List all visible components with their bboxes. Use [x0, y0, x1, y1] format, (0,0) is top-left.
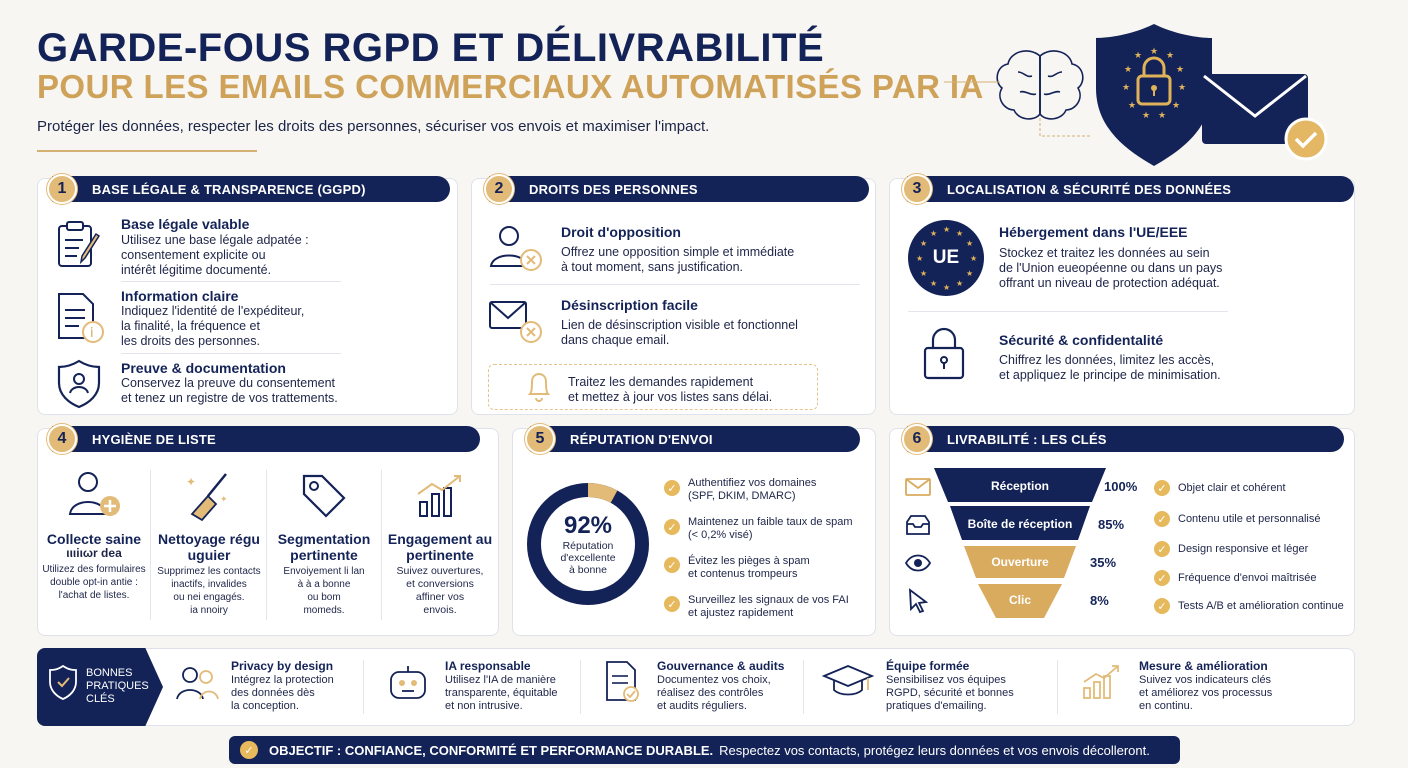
clipboard-pen-icon [55, 218, 105, 270]
text-line: Surveillez les signaux de vos FAI [688, 594, 849, 606]
item-security-title: Sécurité & confidentalité [999, 332, 1164, 348]
text-line: momeds. [303, 605, 345, 616]
funnel-pct: 100% [1104, 479, 1138, 494]
text-line: ou nei engagés. [173, 592, 245, 603]
text-line: Conservez la preuve du consentement [121, 376, 336, 390]
practice-title: Mesure & amélioration [1139, 659, 1268, 673]
text-line: à tout moment, sans justification. [561, 260, 744, 274]
item-unsubscribe-text [561, 318, 798, 348]
text-line: Intégrez la protection [231, 674, 334, 686]
text-line: de l'Union eueopéenne ou dans un pays [999, 261, 1223, 275]
funnel-label: Boîte de réception [967, 517, 1073, 531]
col-text [40, 563, 148, 602]
item-legal-basis-title: Base légale valable [121, 216, 250, 232]
document-info-icon [55, 290, 105, 344]
text-line: et audits réguliers. [657, 700, 747, 712]
goal-bold: OBJECTIF : CONFIANCE, CONFORMITÉ ET PERFORMANCE DURABLE. [269, 742, 714, 758]
gauge-caption [523, 540, 653, 576]
col-cleaning [153, 531, 265, 617]
bell-icon [524, 370, 554, 404]
svg-text:★: ★ [930, 279, 938, 288]
mail-icon [904, 476, 932, 498]
goal-check-icon: ✓ [240, 741, 258, 759]
practice-text [657, 674, 771, 713]
section-2-number: 2 [484, 174, 514, 204]
reputation-item [688, 555, 810, 581]
padlock-icon [921, 326, 967, 382]
text-line: en continu. [1139, 700, 1193, 712]
item-opposition-title: Droit d'opposition [561, 224, 681, 240]
svg-text:★: ★ [956, 229, 964, 238]
practice-text [886, 674, 1014, 713]
section-2-header [489, 176, 869, 202]
hero-illustration [940, 14, 1340, 174]
svg-text:★: ★ [1142, 111, 1151, 121]
item-opposition-text [561, 245, 794, 275]
text-line: ia nnoiry [190, 605, 228, 616]
text-line: Utilizez des formulaires [42, 564, 146, 575]
eu-shield-icon [1096, 24, 1212, 166]
text-line: Sensibilisez vos équipes [886, 674, 1006, 686]
col-segmentation [268, 531, 380, 617]
svg-text:✦: ✦ [186, 475, 197, 489]
divider [490, 284, 860, 285]
robot-icon [385, 662, 431, 704]
text-line: et ajustez rapidement [688, 607, 794, 619]
text-line: Chiffrez les données, limitez les accès, [999, 353, 1215, 367]
svg-text:★: ★ [1122, 83, 1131, 93]
item-proof-text [121, 376, 338, 406]
col-title: Segmentation [277, 531, 371, 547]
text-line: Maintenez un faible taux de spam [688, 516, 853, 528]
section-4-title: HYGIÈNE DE LISTE [92, 431, 216, 447]
text-line: Indiquez l'identité de l'expéditeur, [121, 304, 305, 318]
column-divider [381, 470, 382, 620]
key-item: Fréquence d'envoi maîtrisée [1178, 572, 1317, 584]
text-line: l'achat de listes. [58, 590, 130, 601]
item-legal-basis-text [121, 233, 309, 278]
cursor-icon [906, 588, 932, 614]
section-1-number: 1 [47, 174, 77, 204]
col-title-line2: uguier [187, 547, 231, 563]
svg-text:★: ★ [966, 239, 974, 248]
subtitle: Protéger les données, respecter les droits des personnes, sécuriser vos envois et maximiser l'impact. [37, 118, 710, 135]
text-line: la finalité, la fréquence et [121, 319, 260, 333]
practice-title: Privacy by design [231, 659, 334, 673]
text-line: et contenus trompeurs [688, 568, 798, 580]
text-line: Traitez les demandes rapidement [568, 375, 754, 389]
key-item: Contenu utile et personnalisé [1178, 513, 1321, 525]
text-line: Documentez vos choix, [657, 674, 771, 686]
key-item: Design responsive et léger [1178, 543, 1309, 555]
funnel-pct: 85% [1098, 517, 1125, 532]
col-title-line2: ιιιiιωr dea [66, 546, 122, 560]
item-proof-title: Preuve & documentation [121, 360, 286, 376]
text-line: et appliquez le principe de minimisation. [999, 368, 1221, 382]
item-security-text [999, 353, 1221, 383]
svg-text:★: ★ [1166, 51, 1175, 61]
text-line: d'excellente [560, 552, 616, 564]
item-hosting-text [999, 246, 1222, 291]
check-icon: ✓ [1154, 570, 1170, 586]
column-divider [363, 660, 364, 714]
section-4-header [52, 426, 480, 452]
item-clear-info-text [121, 304, 304, 349]
svg-text:★: ★ [956, 279, 964, 288]
col-title: Collecte saine [46, 531, 142, 547]
text-line: et conversions [406, 578, 474, 590]
text-line: des données dès [231, 687, 315, 699]
text-line: envois. [423, 604, 457, 616]
text-line: Offrez une opposition simple et immédiate [561, 245, 795, 259]
col-title-line2: pertinente [290, 547, 358, 563]
practice-title: IA responsable [445, 659, 531, 673]
section-2-title: DROITS DES PERSONNES [529, 181, 698, 197]
col-text [268, 565, 380, 617]
text-line: Suivez vos indicateurs clés [1139, 674, 1272, 686]
check-icon: ✓ [664, 480, 680, 496]
text-line: RGPD, sécurité et bonnes [886, 687, 1014, 699]
text-line: offrant un niveau de protection adéquat. [999, 276, 1220, 290]
check-icon: ✓ [1154, 598, 1170, 614]
text-line: BONNES [86, 667, 133, 679]
section-1-header [52, 176, 450, 202]
text-line: et tenez un registre de vos trattements. [121, 391, 338, 405]
svg-text:★: ★ [920, 239, 928, 248]
svg-text:★: ★ [1150, 47, 1159, 57]
check-icon: ✓ [664, 596, 680, 612]
section-3-header [907, 176, 1354, 202]
svg-text:★: ★ [1158, 111, 1167, 121]
column-divider [266, 470, 267, 620]
text-line: et mettez à jour vos listes sans délai. [568, 390, 773, 404]
column-divider [1057, 660, 1058, 714]
text-line: (< 0,2% visé) [688, 529, 753, 541]
text-line: Authentifiez vos domaines [688, 477, 817, 489]
item-clear-info-title: Information claire [121, 288, 239, 304]
practice-title: Gouvernance & audits [657, 659, 785, 673]
check-icon: ✓ [664, 557, 680, 573]
user-plus-icon [66, 470, 122, 520]
graduation-cap-icon [822, 662, 874, 702]
section-5-title: RÉPUTATION D'ENVOI [570, 431, 713, 447]
section-4-number: 4 [47, 424, 77, 454]
col-title: Nettoyage régu [158, 531, 260, 547]
goal-text: Respectez vos contacts, protégez leurs données et vos envois décolleront. [719, 742, 1150, 758]
funnel-label: Ouverture [991, 555, 1049, 569]
col-title-line2: pertinente [406, 547, 474, 563]
section-5-number: 5 [525, 424, 555, 454]
svg-text:i: i [90, 326, 94, 341]
svg-text:★: ★ [1124, 65, 1133, 75]
shield-user-icon [55, 357, 103, 409]
inbox-icon [904, 514, 932, 536]
practice-text [1139, 674, 1272, 713]
divider [121, 281, 341, 282]
text-line: PRATIQUES [86, 680, 149, 692]
chart-up-icon [414, 470, 466, 520]
practice-title: Équipe formée [886, 659, 970, 673]
svg-text:★: ★ [1172, 101, 1181, 111]
text-line: inactifs, invalides [171, 579, 247, 590]
item-hosting-title: Hébergement dans l'UE/EEE [999, 224, 1188, 240]
shield-badge-icon [48, 664, 78, 702]
svg-text:★: ★ [943, 283, 951, 292]
text-line: Évitez les pièges à spam [688, 555, 810, 567]
check-icon: ✓ [1154, 480, 1170, 496]
text-line: la conception. [231, 700, 299, 712]
col-collect [40, 531, 148, 602]
eu-label: UE [932, 247, 960, 268]
broom-icon [180, 470, 236, 522]
svg-text:★: ★ [920, 269, 928, 278]
svg-text:★: ★ [930, 229, 938, 238]
text-line: affiner vos [415, 591, 465, 603]
header-rule [37, 150, 257, 152]
check-icon: ✓ [1154, 541, 1170, 557]
funnel-label: Réception [990, 479, 1049, 493]
col-text [153, 565, 265, 617]
section-1-title: BASE LÉGALE & TRANSPARENCE (GGPD) [92, 181, 366, 197]
svg-text:✦: ✦ [220, 495, 228, 505]
col-engagement [383, 531, 497, 617]
svg-text:★: ★ [1178, 83, 1187, 93]
text-line: (SPF, DKIM, DMARC) [688, 490, 796, 502]
tag-icon [298, 470, 350, 520]
text-line: dans chaque email. [561, 333, 670, 347]
title-line-2: POUR LES EMAILS COMMERCIAUX AUTOMATISÉS PAR IA [37, 68, 984, 105]
funnel-label: Clic [1008, 593, 1031, 607]
growth-chart-icon [1080, 662, 1124, 702]
svg-text:★: ★ [1134, 51, 1143, 61]
text-line: Stockez et traitez les données au sein [999, 246, 1210, 260]
item-unsubscribe-title: Désinscription facile [561, 297, 698, 313]
text-line: pratiques d'emailing. [886, 700, 987, 712]
text-line: et améliorez vos processus [1139, 687, 1273, 699]
practice-text [445, 674, 558, 713]
text-line: réalisez des contrôles [657, 687, 764, 699]
reputation-item [688, 477, 816, 503]
text-line: Réputation [562, 540, 614, 552]
reputation-item [688, 594, 849, 620]
goal-banner [229, 736, 1180, 764]
text-line: les droits des personnes. [121, 334, 260, 348]
section-6-number: 6 [902, 424, 932, 454]
check-icon: ✓ [1154, 511, 1170, 527]
text-line: à à a bonne [297, 579, 351, 590]
key-item: Tests A/B et amélioration continue [1178, 600, 1344, 612]
section-6-title: LIVRABILITÉ : LES CLÉS [947, 431, 1107, 447]
eye-icon [904, 552, 932, 574]
user-x-icon [487, 222, 545, 274]
text-line: Utilisez une base légale adpatée : [121, 233, 309, 247]
gauge-value: 92% [563, 512, 613, 539]
section-3-number: 3 [902, 174, 932, 204]
key-item: Objet clair et cohérent [1178, 482, 1286, 494]
funnel-pct: 8% [1090, 593, 1109, 608]
text-line: consentement explicite ou [121, 248, 266, 262]
divider [908, 311, 1228, 312]
check-icon [1286, 119, 1326, 159]
svg-text:★: ★ [1128, 101, 1137, 111]
text-line: et non intrusive. [445, 700, 523, 712]
reputation-item [688, 516, 853, 542]
text-line: CLÉS [86, 693, 115, 705]
note-text [568, 375, 772, 405]
text-line: intérêt légitime documenté. [121, 263, 272, 277]
col-title: Engagement au [387, 531, 493, 547]
svg-text:★: ★ [916, 254, 924, 263]
text-line: Utilisez l'IA de manière [445, 674, 556, 686]
text-line: à bonne [569, 564, 607, 576]
text-line: Envoiyement li lan [283, 566, 365, 577]
funnel-pct: 35% [1090, 555, 1117, 570]
text-line: double opt-in antie : [50, 577, 138, 588]
column-divider [150, 470, 151, 620]
text-line: Supprimez les contacts [157, 566, 261, 577]
svg-text:★: ★ [970, 254, 978, 263]
column-divider [803, 660, 804, 714]
mail-x-icon [487, 294, 545, 346]
title-line-1: GARDE-FOUS RGPD ET DÉLIVRABILITÉ [37, 26, 825, 70]
users-icon [174, 663, 220, 703]
check-icon: ✓ [664, 519, 680, 535]
svg-text:★: ★ [966, 269, 974, 278]
text-line: Lien de désinscription visible et fonctionnel [561, 318, 798, 332]
practice-text [231, 674, 334, 713]
svg-text:★: ★ [1176, 65, 1185, 75]
brain-icon [997, 51, 1083, 119]
section-5-header [530, 426, 860, 452]
col-text [383, 565, 497, 617]
svg-text:★: ★ [943, 225, 951, 234]
document-check-icon [603, 660, 643, 704]
section-3-title: LOCALISATION & SÉCURITÉ DES DONNÉES [947, 181, 1232, 197]
column-divider [580, 660, 581, 714]
divider [121, 353, 341, 354]
text-line: transparente, équitable [445, 687, 558, 699]
text-line: Suivez ouvertures, [396, 565, 484, 577]
text-line: ou bom [307, 592, 341, 603]
section-6-header [907, 426, 1344, 452]
best-practices-title [86, 667, 149, 706]
